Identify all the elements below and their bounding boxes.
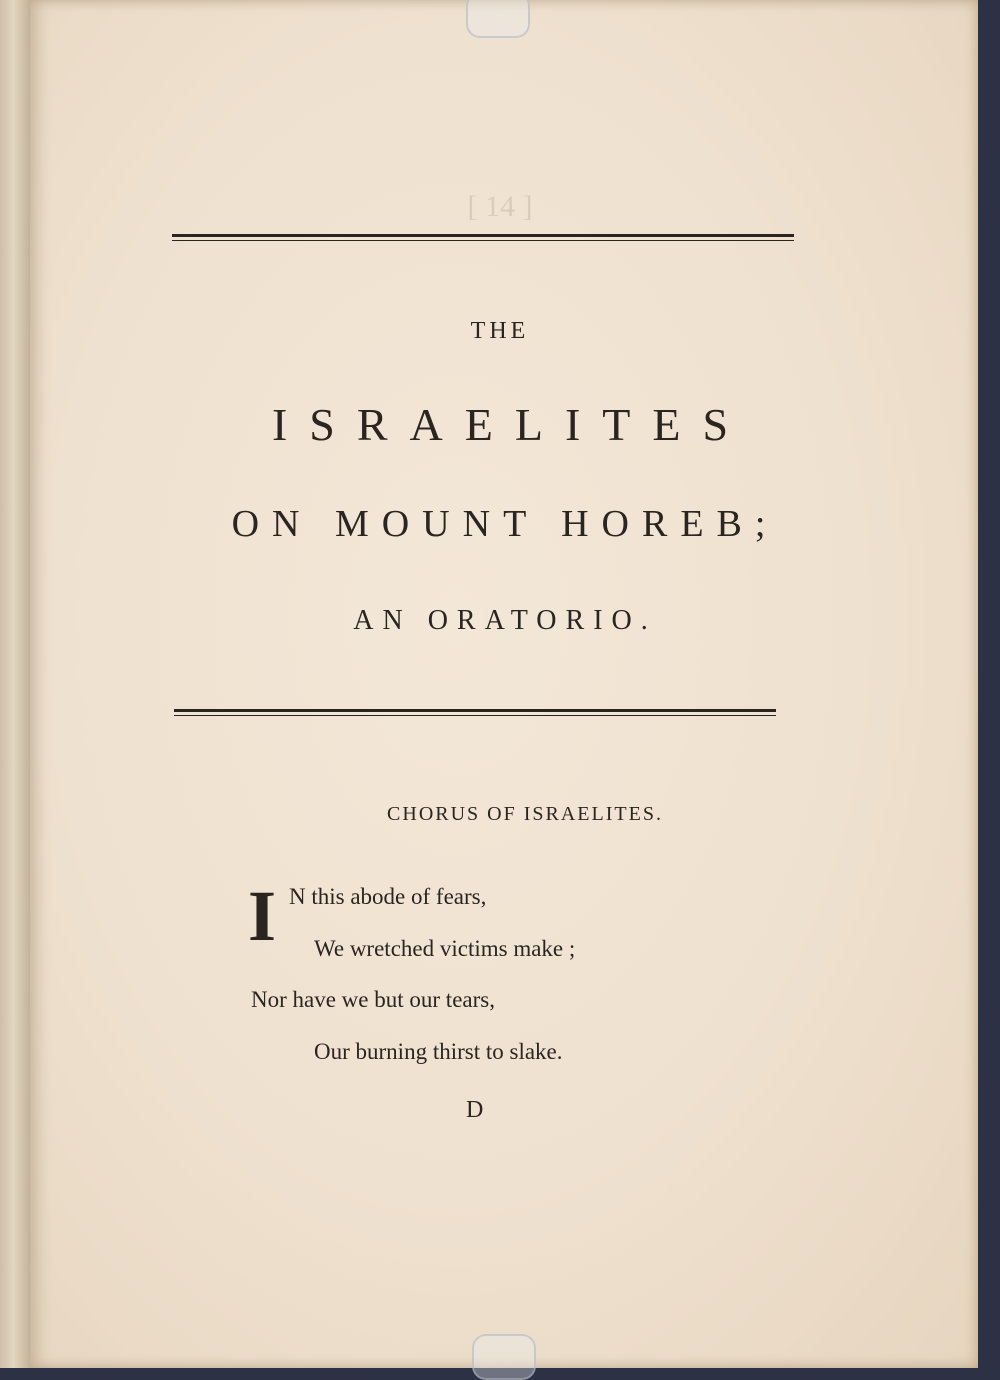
title-on-mount-horeb: ON MOUNT HOREB; xyxy=(231,503,779,545)
page-clip-bottom xyxy=(472,1334,536,1380)
drop-cap: I xyxy=(248,876,277,956)
section-heading: CHORUS OF ISRAELITES. xyxy=(387,803,663,825)
signature-mark: D xyxy=(466,1097,484,1123)
page-clip-top xyxy=(466,0,530,38)
verse-line-4: Our burning thirst to slake. xyxy=(314,1039,563,1064)
verse-line-2: We wretched victims make ; xyxy=(314,936,576,961)
faint-page-number: [ 14 ] xyxy=(467,190,533,223)
middle-rule xyxy=(174,709,776,716)
verse-line-3: Nor have we but our tears, xyxy=(251,987,495,1012)
verse-line-1: N this abode of fears, xyxy=(289,884,487,909)
top-rule xyxy=(172,234,794,241)
subtitle-oratorio: AN ORATORIO. xyxy=(353,605,657,636)
title-the: THE xyxy=(470,318,530,344)
title-israelites: ISRAELITES xyxy=(271,399,751,450)
